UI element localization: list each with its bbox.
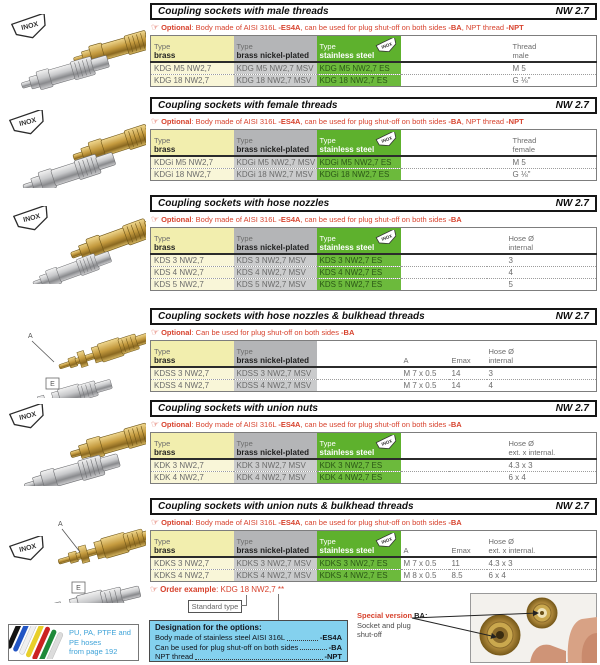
- cell: G ⅛": [487, 75, 597, 87]
- section-title: Coupling sockets with hose nozzles & bulkhead threads: [158, 311, 425, 322]
- optional-label: Optional: [161, 215, 192, 224]
- svg-text:INOX: INOX: [380, 438, 393, 447]
- cell: 8.5: [449, 570, 487, 582]
- nw-size-label: NW 2.7: [555, 100, 589, 111]
- col-header-emax: [449, 130, 487, 157]
- optional-note: ☞ Optional: Body made of AISI 316L -ES4A, can be used for plug shut-off on both sides -BA: [151, 419, 462, 429]
- cell: M 7 x 0.5: [401, 380, 449, 392]
- col-header-a: [401, 130, 449, 157]
- cell: KDS 5 NW2,7 MSV: [234, 279, 317, 291]
- table-row: [151, 267, 597, 279]
- section-title: Coupling sockets with union nuts: [158, 403, 318, 414]
- cell: 3: [488, 369, 493, 378]
- pointing-hand-icon: ☞: [151, 419, 160, 429]
- svg-text:INOX: INOX: [380, 135, 393, 144]
- hoses-image: [9, 626, 67, 659]
- section-title: Coupling sockets with union nuts & bulkhead threads: [158, 501, 414, 512]
- optional-label: Optional: [161, 518, 192, 527]
- table-header-row: [151, 130, 597, 157]
- pointing-hand-icon: ☞: [151, 22, 160, 32]
- cell: KDS 3 NW2,7 ES: [317, 254, 401, 267]
- section-header-bar: [150, 195, 597, 212]
- section-header-bar: [150, 400, 597, 417]
- section-union-nuts: [150, 400, 597, 484]
- cell: M 7 x 0.5: [403, 559, 437, 568]
- cell: 3: [508, 256, 513, 265]
- col-header-a: [401, 228, 449, 255]
- product-table: [150, 227, 597, 291]
- pointing-hand-icon: ☞: [151, 214, 160, 224]
- cell: M 5: [512, 158, 526, 167]
- inox-badge-label: INOX: [20, 21, 40, 32]
- cell: M 8 x 0.5: [401, 570, 449, 582]
- col-header-brass: Type brass: [151, 228, 234, 255]
- pointing-hand-icon: ☞: [151, 517, 160, 527]
- cell: [449, 62, 487, 75]
- product-table: [150, 530, 597, 582]
- section-hose-nozzles: [150, 195, 597, 291]
- col-header-emax: Emax: [449, 341, 487, 368]
- pointing-hand-icon: ☞: [150, 584, 159, 594]
- section-header-bar: [150, 97, 597, 114]
- hoses-reference-text: PU, PA, PTFE and PE hoses from page 192: [69, 628, 131, 657]
- optional-note: ☞ Optional: Body made of AISI 316L -ES4A, can be used for plug shut-off on both sides -BA: [151, 517, 462, 527]
- dim-label-a: A: [28, 333, 33, 340]
- standard-type-callout: Standard type: [188, 600, 242, 613]
- table-header-row: [151, 36, 597, 63]
- cell: KDS 4 NW2,7: [151, 267, 234, 279]
- optional-label: Optional: [161, 117, 192, 126]
- table-header-row: [151, 433, 597, 460]
- col-header-nickel: Type brass nickel-plated: [234, 531, 317, 558]
- cell: KDSS 3 NW2,7 MSV: [234, 367, 317, 380]
- nw-size-label: NW 2.7: [555, 6, 589, 17]
- col-header-right: Thread female: [487, 130, 597, 157]
- section-female-threads: [150, 97, 597, 181]
- inox-badge-label: INOX: [18, 117, 38, 128]
- cell: 11: [451, 559, 460, 568]
- inox-badge: [12, 206, 52, 238]
- product-table: [150, 129, 597, 181]
- cell: G ⅛": [487, 169, 597, 181]
- table-row: [151, 367, 597, 380]
- cell: KDGi M5 NW2,7: [151, 156, 234, 169]
- nw-size-label: NW 2.7: [555, 311, 589, 322]
- cell: KDGi M5 NW2,7 MSV: [234, 156, 317, 169]
- cell: 5: [487, 279, 597, 291]
- section-header-bar: [150, 308, 597, 325]
- product-table: [150, 340, 597, 392]
- cell: KDKS 4 NW2,7: [151, 570, 234, 582]
- inox-badge-label: INOX: [22, 213, 42, 224]
- nw-size-label: NW 2.7: [555, 501, 589, 512]
- cell: KDK 4 NW2,7 MSV: [234, 472, 317, 484]
- col-header-empty: [317, 341, 401, 368]
- cell: KDS 5 NW2,7: [151, 279, 234, 291]
- cell: M 7 x 0.5: [403, 369, 437, 378]
- col-header-brass: Type brass: [151, 36, 234, 63]
- optional-note: ☞ Optional: Body made of AISI 316L -ES4A, can be used for plug shut-off on both sides -BA: [151, 214, 462, 224]
- section-header-bar: [150, 498, 597, 515]
- optional-label: Optional: [161, 23, 192, 32]
- dim-label-a: A: [58, 521, 63, 528]
- inox-badge: [8, 110, 48, 142]
- cell: KDS 4 NW2,7 ES: [317, 267, 401, 279]
- optional-note: ☞ Optional: Body made of AISI 316L -ES4A, can be used for plug shut-off on both sides -BA, NPT thread -NPT: [151, 116, 524, 126]
- col-header-nickel: Type brass nickel-plated: [234, 341, 317, 368]
- col-header-nickel: Type brass nickel-plated: [234, 130, 317, 157]
- cell: KDGi M5 NW2,7 ES: [317, 156, 401, 169]
- col-header-emax: [449, 36, 487, 63]
- cell: KDKS 3 NW2,7 MSV: [234, 557, 317, 570]
- optional-label: Optional: [161, 328, 192, 337]
- table-row: [151, 557, 597, 570]
- cell: KDSS 4 NW2,7 MSV: [234, 380, 317, 392]
- cell: [449, 267, 487, 279]
- pointing-hand-icon: ☞: [151, 116, 160, 126]
- designation-options-box: [149, 620, 348, 662]
- callout-line: [241, 605, 247, 606]
- cell: 4: [487, 267, 597, 279]
- product-table: [150, 432, 597, 484]
- col-header-right: Hose Ø internal: [487, 228, 597, 255]
- col-header-emax: [449, 228, 487, 255]
- cell: KDK 3 NW2,7 MSV: [234, 459, 317, 472]
- section-title: Coupling sockets with hose nozzles: [158, 198, 330, 209]
- dot-leader: [287, 640, 318, 641]
- col-header-right: Thread male: [487, 36, 597, 63]
- cell: 4.3 x 3: [488, 559, 513, 568]
- table-row: [151, 254, 597, 267]
- table-row: [151, 570, 597, 582]
- cell: KDS 5 NW2,7 ES: [317, 279, 401, 291]
- col-header-steel: INOX Type stainless steel: [317, 36, 401, 63]
- cell: [449, 254, 487, 267]
- cell: KDSS 3 NW2,7: [151, 367, 234, 380]
- cell: 6 x 4: [487, 570, 597, 582]
- inox-badge: [10, 14, 50, 46]
- cell: KDKS 4 NW2,7 MSV: [234, 570, 317, 582]
- cell: [401, 472, 449, 484]
- cell: KDK 4 NW2,7: [151, 472, 234, 484]
- cell: KDG 18 NW2,7: [151, 75, 234, 87]
- product-photo-nozzle-bulkhead: [8, 298, 146, 398]
- table-row: [151, 472, 597, 484]
- cell: [449, 459, 487, 472]
- col-header-right: Hose Ø internal: [487, 341, 597, 368]
- table-row: [151, 459, 597, 472]
- cell: [401, 75, 449, 87]
- section-union-nut-bulkhead: [150, 498, 597, 582]
- cell: [401, 254, 449, 267]
- col-header-steel: INOX Type stainless steel: [317, 433, 401, 460]
- cell: KDKS 3 NW2,7 ES: [317, 557, 401, 570]
- table-row: [151, 279, 597, 291]
- cell: [401, 459, 449, 472]
- inox-stamp-icon: [375, 533, 399, 551]
- section-title: Coupling sockets with female threads: [158, 100, 338, 111]
- cell: KDK 3 NW2,7: [151, 459, 234, 472]
- col-header-a: A: [401, 531, 449, 558]
- table-row: [151, 380, 597, 392]
- col-header-steel: INOX Type stainless steel: [317, 228, 401, 255]
- col-header-a: [401, 433, 449, 460]
- inox-stamp-icon: [375, 230, 399, 248]
- nw-size-label: NW 2.7: [555, 403, 589, 414]
- dot-leader: [300, 649, 326, 650]
- cell: KDG M5 NW2,7: [151, 62, 234, 75]
- inox-badge: [8, 536, 48, 568]
- optional-label: Optional: [161, 420, 192, 429]
- cell: M 5: [512, 64, 526, 73]
- cell: KDGi 18 NW2,7: [151, 169, 234, 181]
- inox-badge-label: INOX: [18, 411, 38, 422]
- hoses-reference-box: [8, 624, 139, 661]
- col-header-a: [401, 36, 449, 63]
- cell: [449, 472, 487, 484]
- cell: 4.3 x 3: [508, 461, 533, 470]
- col-header-brass: Type brass: [151, 341, 234, 368]
- col-header-brass: Type brass: [151, 433, 234, 460]
- cell: [317, 367, 401, 380]
- section-header-bar: [150, 3, 597, 20]
- designation-item: Can be used for plug shut-off on both sides -BA: [155, 642, 342, 652]
- pointing-hand-icon: ☞: [151, 327, 160, 337]
- cell: [317, 380, 401, 392]
- table-row: [151, 156, 597, 169]
- dot-leader: [195, 659, 322, 660]
- svg-text:INOX: INOX: [380, 233, 393, 242]
- cell: [401, 156, 449, 169]
- cell: [401, 267, 449, 279]
- table-header-row: [151, 228, 597, 255]
- cell: KDGi 18 NW2,7 ES: [317, 169, 401, 181]
- table-header-row: [151, 341, 597, 368]
- cell: KDG 18 NW2,7 ES: [317, 75, 401, 87]
- cell: KDK 3 NW2,7 ES: [317, 459, 401, 472]
- col-header-emax: Emax: [449, 531, 487, 558]
- cell: KDG M5 NW2,7 MSV: [234, 62, 317, 75]
- cell: [401, 62, 449, 75]
- cell: KDS 3 NW2,7: [151, 254, 234, 267]
- nw-size-label: NW 2.7: [555, 198, 589, 209]
- cell: KDGi 18 NW2,7 MSV: [234, 169, 317, 181]
- inox-stamp-icon: [375, 38, 399, 56]
- col-header-right: Hose Ø ext. x internal.: [487, 433, 597, 460]
- callout-arrows: [410, 600, 598, 662]
- col-header-nickel: Type brass nickel-plated: [234, 36, 317, 63]
- col-header-nickel: Type brass nickel-plated: [234, 433, 317, 460]
- cell: [449, 75, 487, 87]
- svg-text:INOX: INOX: [380, 41, 393, 50]
- cell: 6 x 4: [487, 472, 597, 484]
- table-header-row: [151, 531, 597, 558]
- inox-stamp-icon: [375, 132, 399, 150]
- cell: 14: [451, 369, 461, 378]
- optional-note: ☞ Optional: Body made of AISI 316L -ES4A, can be used for plug shut-off on both sides -BA, NPT thread -NPT: [151, 22, 524, 32]
- cell: KDG M5 NW2,7 ES: [317, 62, 401, 75]
- cell: KDK 4 NW2,7 ES: [317, 472, 401, 484]
- dim-label-e: E: [50, 381, 55, 388]
- designation-item: NPT thread -NPT: [155, 652, 342, 661]
- table-row: [151, 62, 597, 75]
- cell: 14: [449, 380, 487, 392]
- table-row: [151, 75, 597, 87]
- col-header-emax: [449, 433, 487, 460]
- cell: [449, 156, 487, 169]
- svg-text:INOX: INOX: [380, 536, 393, 545]
- section-male-threads: [150, 3, 597, 87]
- cell: 4: [487, 380, 597, 392]
- table-row: [151, 169, 597, 181]
- col-header-steel: INOX Type stainless steel: [317, 130, 401, 157]
- cell: [449, 169, 487, 181]
- col-header-steel: INOX Type stainless steel: [317, 531, 401, 558]
- special-version-note: Special version BA: Socket and plug shut-off: [357, 611, 428, 639]
- product-table: [150, 35, 597, 87]
- cell: [401, 279, 449, 291]
- designation-title: Designation for the options:: [155, 623, 262, 632]
- inox-stamp-icon: [375, 435, 399, 453]
- order-example: [150, 584, 284, 595]
- col-header-a: A: [401, 341, 449, 368]
- col-header-brass: Type brass: [151, 130, 234, 157]
- order-example-label: Order example: [160, 585, 217, 594]
- cell: KDG 18 NW2,7 MSV: [234, 75, 317, 87]
- dim-label-e: E: [76, 585, 81, 592]
- section-nozzle-bulkhead: [150, 308, 597, 392]
- cell: [401, 169, 449, 181]
- cell: KDKS 3 NW2,7: [151, 557, 234, 570]
- cell: KDKS 4 NW2,7 ES: [317, 570, 401, 582]
- col-header-nickel: Type brass nickel-plated: [234, 228, 317, 255]
- callout-line: [278, 594, 279, 620]
- cell: KDSS 4 NW2,7: [151, 380, 234, 392]
- section-title: Coupling sockets with male threads: [158, 6, 329, 17]
- col-header-brass: Type brass: [151, 531, 234, 558]
- inox-badge-label: INOX: [18, 543, 38, 554]
- designation-item: Body made of stainless steel AISI 316L -ES4A: [155, 633, 342, 642]
- cell: KDS 4 NW2,7 MSV: [234, 267, 317, 279]
- cell: [449, 279, 487, 291]
- order-example-value: : KDG 18 NW2,7 **: [216, 585, 285, 594]
- cell: KDS 3 NW2,7 MSV: [234, 254, 317, 267]
- callout-line: [246, 595, 247, 605]
- col-header-right: Hose Ø ext. x internal.: [487, 531, 597, 558]
- inox-badge: [8, 404, 48, 436]
- optional-note: ☞ Optional: Can be used for plug shut-off on both sides -BA: [151, 327, 355, 337]
